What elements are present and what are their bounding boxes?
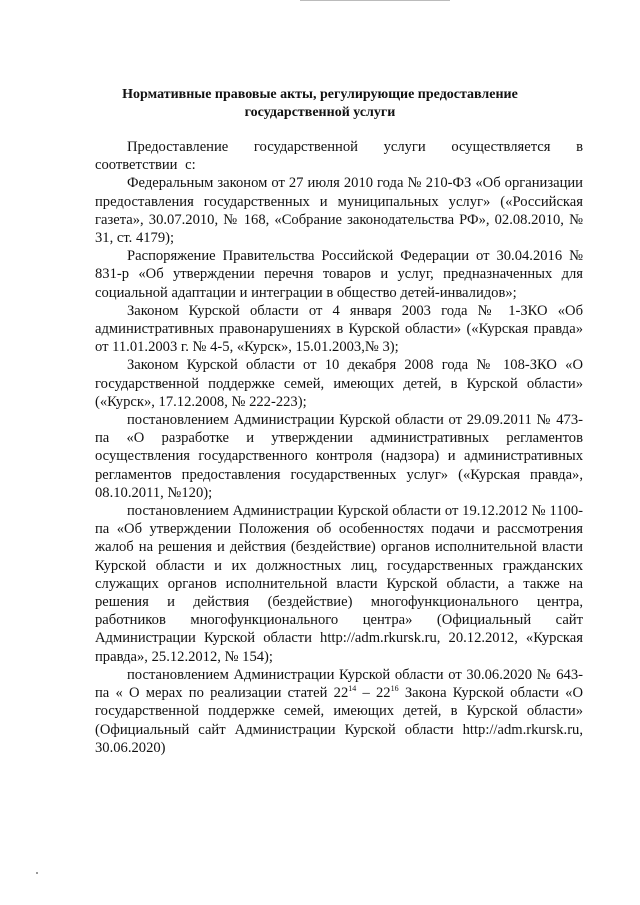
scan-dot-mark — [36, 872, 38, 874]
title-line-2: государственной услуги — [244, 105, 396, 120]
item-resolution-643-part1: постановлением Администрации Курской области от 30.06.2020 № 643-па « О мерах по реализации статей 22 — [95, 666, 583, 702]
intro-paragraph: Предоставление государственной услуги осуществляется в соответствии с: — [95, 139, 583, 174]
item-federal-law-210: Федеральным законом от 27 июля 2010 года № 210-ФЗ «Об организации предоставления государственных и муниципальных услуг» («Российская газета», 30.07.2010, № 168, «Собрание законодательства РФ», 02.08.2010, № 31, ст. 4179); — [95, 175, 583, 247]
title-line-1: Нормативные правовые акты, регулирующие предоставление — [122, 87, 518, 102]
item-resolution-643-part2: – 22 — [356, 685, 391, 702]
item-government-order-831: Распоряжение Правительства Российской Федерации от 30.04.2016 № 831-р «Об утверждении перечня товаров и услуг, предназначенных для социальной адаптации и интеграции в общество детей-инвалидов»; — [95, 248, 583, 301]
document-body — [95, 138, 583, 757]
item-resolution-643 — [95, 666, 583, 757]
document-title — [60, 86, 580, 122]
item-kursk-law-1-zko: Законом Курской области от 4 января 2003 года № 1-ЗКО «Об административных правонарушениях в Курской области» («Курская правда» от 11.01.2003 г. № 4-5, «Курск», 15.01.2003,№ 3); — [95, 302, 583, 356]
item-resolution-1100: постановлением Администрации Курской области от 19.12.2012 № 1100-па «Об утверждении Положения об особенностях подачи и рассмотрения жалоб на решения и действия (бездействие) органов исполнительной власти Курской области и их должностных лиц, государственных гражданских служащих органов исполнительной власти Курской области, а также на решения и действия (бездействие) многофункционального центра, работников многофункционального центра» (Официальный сайт Администрации Курской области http://adm.rkursk.ru, 20.12.2012, «Курская правда», 25.12.2012, № 154); — [95, 503, 583, 665]
item-resolution-643-part3: Закона Курской области «О государственной поддержке семей, имеющих детей, в Курской области» (Официальный сайт Администрации Курской области http://adm.rkursk.ru, 30.06.2020) — [95, 685, 583, 756]
scan-edge-mark — [300, 0, 450, 1]
item-resolution-473: постановлением Администрации Курской области от 29.09.2011 № 473-па «О разработке и утверждении административных регламентов осуществления государственного контроля (надзора) и административных регламентов предоставления государственных услуг» («Курская правда», 08.10.2011, №120); — [95, 412, 583, 501]
item-kursk-law-108-zko: Законом Курской области от 10 декабря 2008 года № 108-ЗКО «О государственной поддержке семей, имеющих детей, в Курской области» («Курск», 17.12.2008, № 222-223); — [95, 357, 583, 410]
superscript-14: 14 — [348, 684, 357, 694]
superscript-16: 16 — [390, 684, 399, 694]
